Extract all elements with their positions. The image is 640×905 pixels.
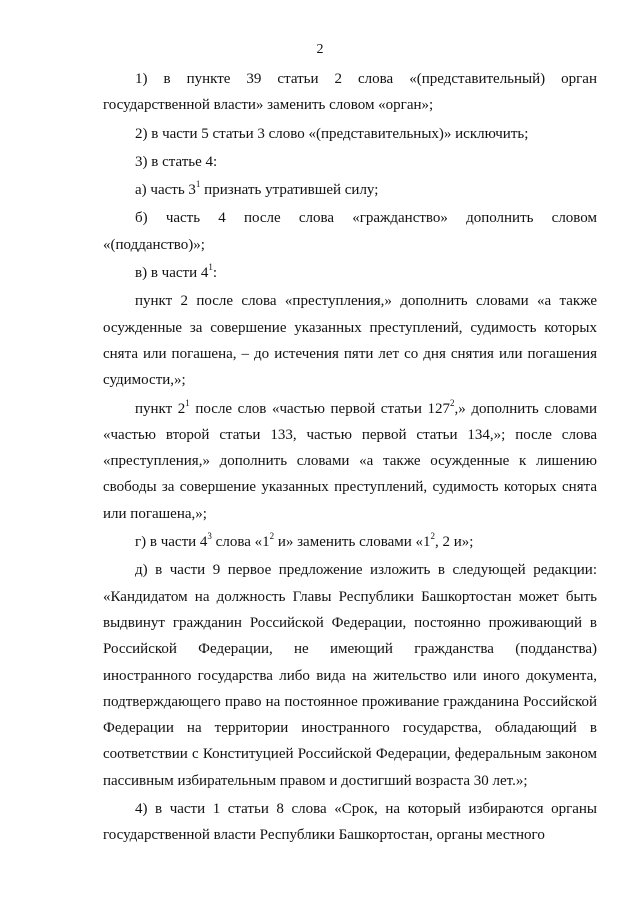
item-2: 2) в части 5 статьи 3 слово «(представительных)» исключить;	[135, 125, 529, 142]
point-2-1-sup-b: 2	[449, 397, 455, 408]
item-3v	[103, 260, 597, 286]
item-4: 4) в части 1 статьи 8 слова «Срок, на который избираются органы государственной власти Республики Башкортостан, органы местного	[103, 801, 597, 844]
item-3g-sup-c: 2	[430, 531, 436, 542]
document-body	[103, 66, 597, 849]
item-3b: б) часть 4 после слова «гражданство» дополнить словом «(подданство)»;	[103, 210, 597, 253]
item-3a-text: а) часть 3	[135, 182, 196, 199]
page-number: 2	[316, 42, 324, 57]
point-2-1-text-a: пункт 2	[135, 400, 186, 417]
item-3g-text-c: и» заменить словами «1	[274, 534, 431, 551]
item-3g	[103, 529, 597, 555]
point-2-1-text-b: после слов «частью первой статьи 127	[189, 400, 450, 417]
item-3: 3) в статье 4:	[135, 153, 218, 170]
point-2-1-text-c: ,» дополнить словами «частью второй статьи 133, частью первой статьи 134,»; после слова «преступления,» дополнить словами «а также осужденные к лишению свободы за совершение указанных преступлений, судимость которых снята или погашена,»;	[103, 400, 598, 522]
item-1-line-2: государственной власти» заменить словом «орган»;	[103, 97, 434, 114]
point-2-paragraph: пункт 2 после слова «преступления,» дополнить словами «а также осужденные за совершение указанных преступлений, судимость которых снята или погашена, – до истечения пяти лет со дня снятия или погашения судимости,»;	[103, 293, 597, 389]
item-3d: д) в части 9 первое предложение изложить в следующей редакции: «Кандидатом на должность Главы Республики Башкортостан может быть выдвинут гражданин Российской Федерации, постоянно проживающий в Российской Федерации, не имеющий гражданства (подданства) иностранного государства либо вида на жительство или иного документа, подтверждающего право на постоянное проживание гражданина Российской Федерации на территории иностранного государства, обладающий в соответствии с Конституцией Российской Федерации, федеральным законом пассивным избирательным правом и достигший возраста 30 лет.»;	[103, 562, 597, 789]
item-3g-sup-a: 3	[207, 531, 212, 542]
item-3a	[103, 177, 597, 203]
item-3a-sup: 1	[195, 179, 201, 190]
item-3g-text-a: г) в части 4	[135, 534, 208, 551]
item-3v-text: в) в части 4	[135, 265, 209, 282]
item-3g-text-d: , 2 и»;	[435, 534, 474, 551]
item-3v-sup: 1	[208, 262, 213, 273]
item-3g-sup-b: 2	[269, 531, 275, 542]
item-3g-text-b: слова «1	[211, 534, 270, 551]
item-3v-tail: :	[212, 265, 218, 282]
item-3a-tail: признать утратившей силу;	[200, 182, 379, 199]
point-2-1-sup-a: 1	[185, 397, 190, 408]
item-1-line-1: 1) в пункте 39 статьи 2 слова «(представительный) орган	[135, 71, 597, 87]
point-2-1-paragraph	[103, 396, 597, 527]
